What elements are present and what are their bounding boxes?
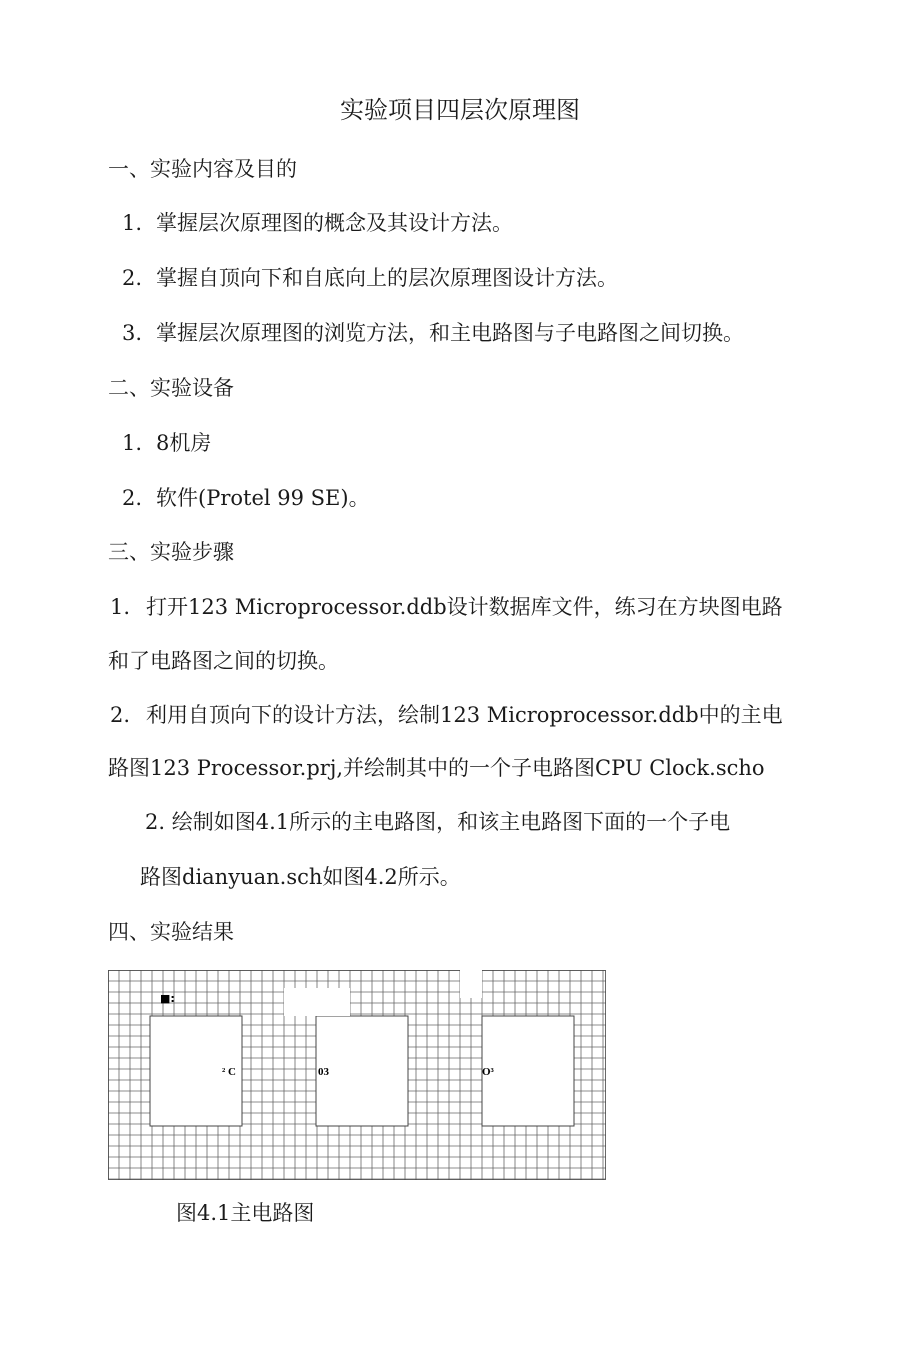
list-item xyxy=(122,263,618,293)
step-line: 路图dianyuan.sch如图4.2所示。 xyxy=(140,865,461,889)
section-heading-content: 一、实验内容及目的 xyxy=(108,157,297,181)
section-heading-steps: 三、实验步骤 xyxy=(108,540,234,564)
step-text: 利用自顶向下的设计方法，绘制123 Microprocessor.ddb中的主电 xyxy=(146,703,783,727)
top-gap-2 xyxy=(460,970,482,998)
list-item xyxy=(122,483,370,513)
list-text: 8机房 xyxy=(156,431,212,455)
step-number: 2. xyxy=(110,703,131,727)
list-text: 掌握层次原理图的概念及其设计方法。 xyxy=(156,211,513,235)
list-item xyxy=(122,428,211,458)
list-number: 1. xyxy=(122,211,143,235)
list-number: 2. xyxy=(122,266,143,290)
list-number: 3. xyxy=(122,321,143,345)
top-mark-label: ■: xyxy=(160,992,175,1005)
step-number: 1. xyxy=(110,595,131,619)
section-heading-equipment: 二、实验设备 xyxy=(108,376,234,400)
list-text: 掌握层次原理图的浏览方法，和主电路图与子电路图之间切换。 xyxy=(156,321,744,345)
page-title: 实验项目四层次原理图 xyxy=(340,96,580,124)
step-text: 打开123 Microprocessor.ddb设计数据库文件，练习在方块图电路 xyxy=(146,595,783,619)
list-number: 1. xyxy=(122,431,143,455)
port-label-2: 03 xyxy=(318,1066,329,1078)
port-label-1: ² C xyxy=(222,1066,236,1078)
port-label-3: O³ xyxy=(482,1066,494,1078)
step-line: 2. 绘制如图4.1所示的主电路图，和该主电路图下面的一个子电 xyxy=(145,810,731,834)
list-text: 掌握自顶向下和自底向上的层次原理图设计方法。 xyxy=(156,266,618,290)
figure-caption: 图4.1主电路图 xyxy=(176,1201,315,1225)
section-heading-results: 四、实验结果 xyxy=(108,920,234,944)
list-text: 软件(Protel 99 SE)。 xyxy=(156,486,370,510)
step-line xyxy=(110,700,783,730)
list-item xyxy=(122,208,513,238)
schematic-figure xyxy=(108,970,606,1180)
step-line xyxy=(110,592,783,622)
top-gap-1 xyxy=(284,988,350,1016)
list-item xyxy=(122,318,744,348)
sheet-symbol-2 xyxy=(316,1016,408,1126)
step-line: 和了电路图之间的切换。 xyxy=(108,649,339,673)
list-number: 2. xyxy=(122,486,143,510)
step-line: 路图123 Processor.prj,并绘制其中的一个子电路图CPU Clock.scho xyxy=(108,756,765,780)
sheet-symbol-3 xyxy=(482,1016,574,1126)
